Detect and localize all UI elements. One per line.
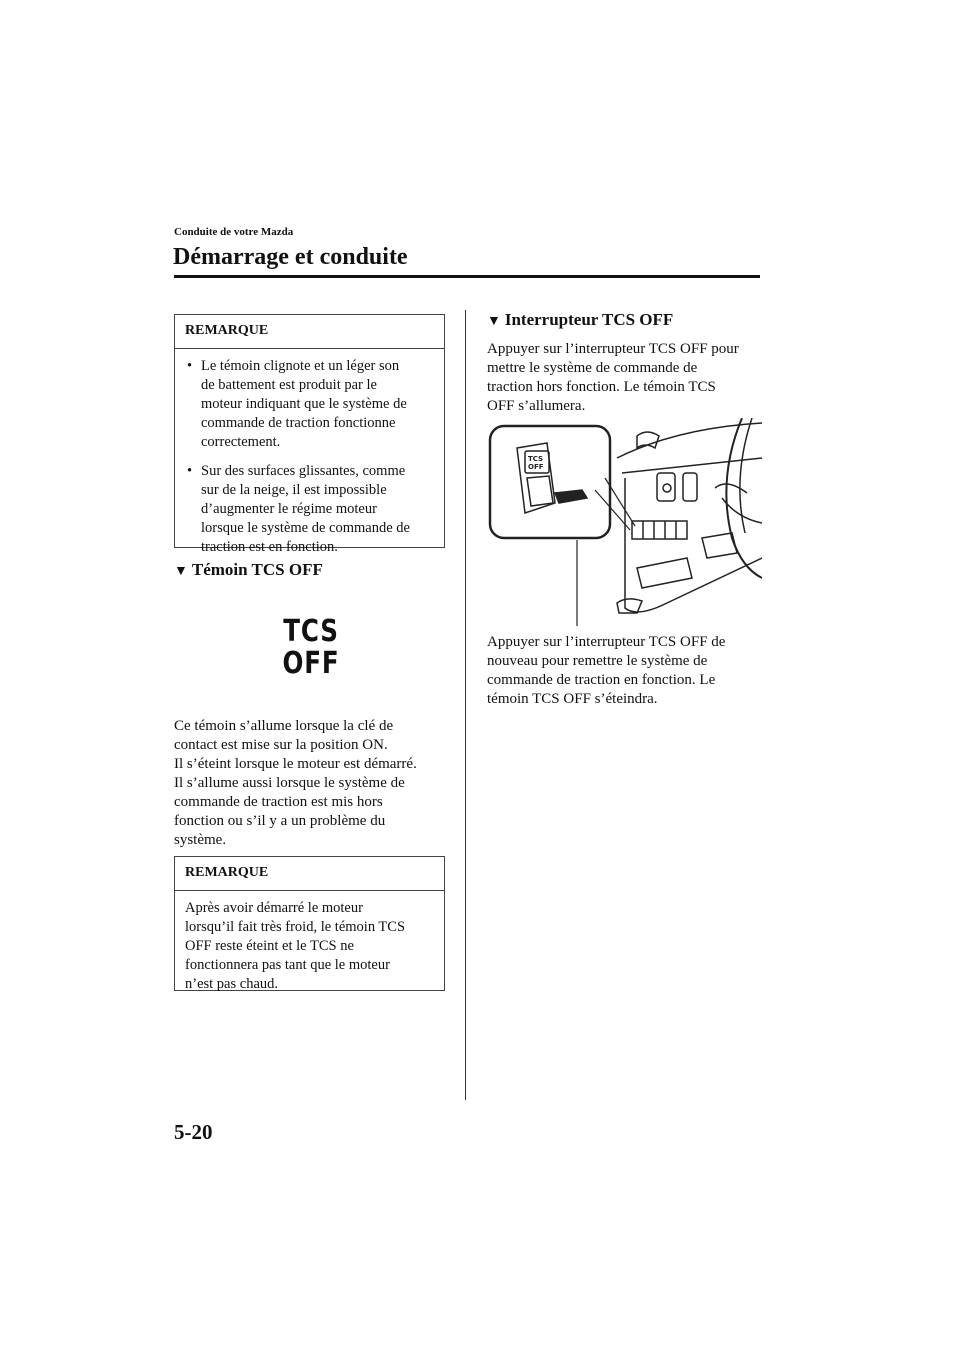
triangle-down-icon: ▼ bbox=[487, 314, 501, 329]
bullet-icon: • bbox=[187, 463, 193, 479]
illustration-label-off: OFF bbox=[528, 463, 544, 471]
interrupteur-description-2: Appuyer sur l’interrupteur TCS OFF de nouveau pour remettre le système de commande de traction en fonction. Le témoin TCS OFF s’éteindra. bbox=[487, 634, 726, 707]
header-rule bbox=[174, 275, 760, 278]
interrupteur-heading: ▼ Interrupteur TCS OFF bbox=[487, 310, 674, 329]
tcs-off-indicator-symbol: TCS OFF bbox=[282, 614, 340, 681]
bullet-icon: • bbox=[187, 358, 193, 374]
note-title: REMARQUE bbox=[175, 315, 444, 349]
section-label: Conduite de votre Mazda bbox=[174, 226, 294, 238]
tcs-switch-illustration bbox=[487, 418, 762, 628]
chapter-title: Démarrage et conduite bbox=[173, 244, 408, 270]
page-number: 5-20 bbox=[174, 1120, 213, 1144]
column-divider bbox=[465, 310, 466, 1100]
interrupteur-description-1: Appuyer sur l’interrupteur TCS OFF pour mettre le système de commande de traction hors fonction. Le témoin TCS OFF s’allumera. bbox=[487, 341, 739, 414]
triangle-down-icon: ▼ bbox=[174, 564, 188, 579]
temoin-description: Ce témoin s’allume lorsque la clé de contact est mise sur la position ON. Il s’éteint lorsque le moteur est démarré. Il s’allume aussi lorsque le système de commande de traction est mis hors fonction ou s’il y a un problème du système. bbox=[174, 718, 417, 848]
note-bullet-2: • Sur des surfaces glissantes, comme sur de la neige, il est impossible d’augmenter le régime moteur lorsque le système de commande de traction est en fonction. bbox=[187, 463, 410, 555]
note-title: REMARQUE bbox=[175, 857, 444, 891]
note-bullet-1: • Le témoin clignote et un léger son de battement est produit par le moteur indiquant que le système de commande de traction fonctionne correctement. bbox=[187, 358, 407, 450]
note-box-2: REMARQUE Après avoir démarré le moteur lorsqu’il fait très froid, le témoin TCS OFF reste éteint et le TCS ne fonctionnera pas tant que le moteur n’est pas chaud. bbox=[174, 856, 445, 991]
note-box-1 bbox=[174, 314, 445, 555]
temoin-heading: ▼ Témoin TCS OFF bbox=[174, 560, 323, 579]
illustration-label-tcs: TCS bbox=[528, 455, 544, 463]
